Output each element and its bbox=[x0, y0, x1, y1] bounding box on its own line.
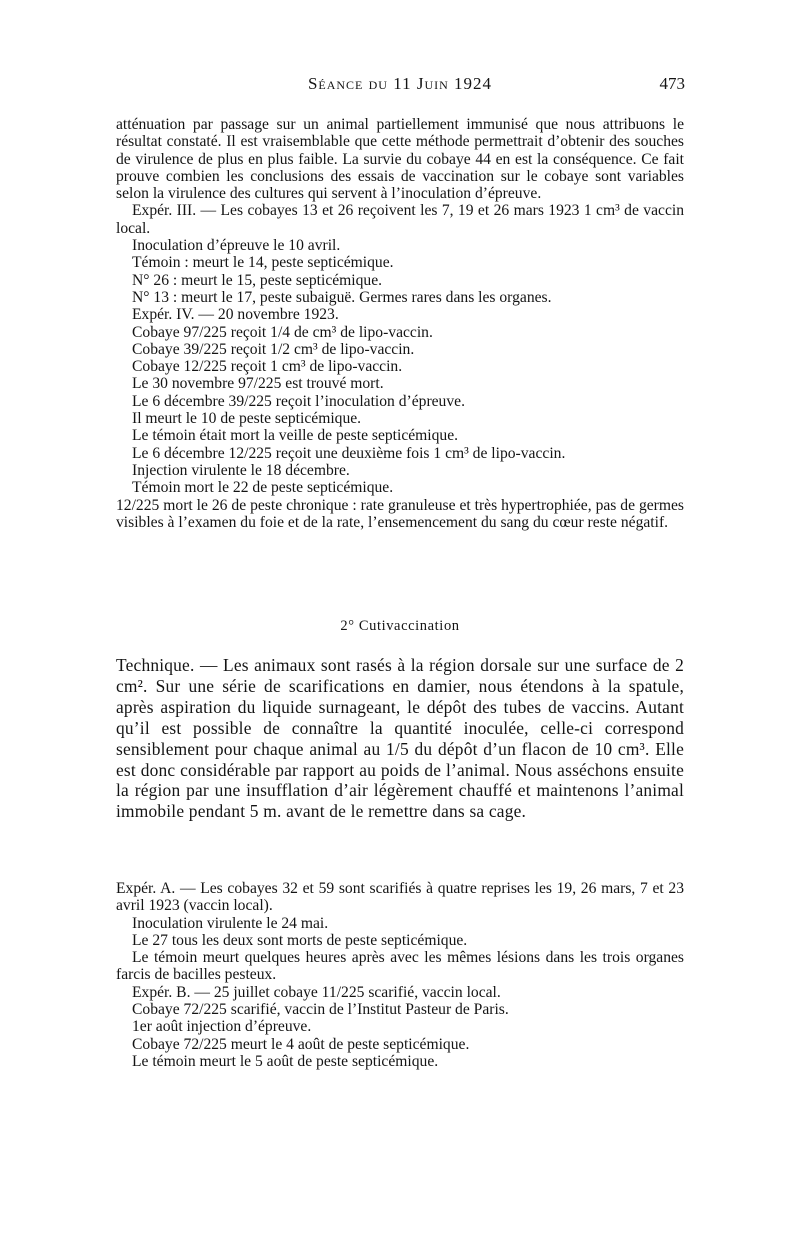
paragraph: N° 13 : meurt le 17, peste subaiguë. Germes rares dans les organes. bbox=[132, 288, 552, 306]
paragraph: Expér. A. — Les cobayes 32 et 59 sont scarifiés à quatre reprises les 19, 26 mars, 7 et 23 avril 1923 (vaccin local). bbox=[116, 880, 684, 915]
section-heading: 2° Cutivaccination bbox=[340, 618, 460, 634]
paragraph: Le témoin meurt le 5 août de peste septicémique. bbox=[132, 1052, 439, 1070]
paragraph: 12/225 mort le 26 de peste chronique : rate granuleuse et très hypertrophiée, pas de germes visibles à l’examen du foie et de la rate, l’ensemencement du sang du cœur reste négatif. bbox=[116, 496, 684, 531]
paragraph: N° 26 : meurt le 15, peste septicémique. bbox=[132, 271, 383, 289]
running-title: Séance du 11 Juin 1924 bbox=[307, 74, 493, 93]
paragraph: Cobaye 39/225 reçoit 1/2 cm³ de lipo-vaccin. bbox=[132, 340, 415, 358]
paragraph: atténuation par passage sur un animal partiellement immunisé que nous attribuons le résultat constaté. Il est vraisemblable que cette méthode permettrait d’obtenir des souches de virulence de plus en plus faible. La survie du cobaye 44 en est la conséquence. Ce fait prouve combien les conclusions des essais de vaccination sur le cobaye sont variables selon la virulence des cultures qui servent à l’inoculation d’épreuve. bbox=[116, 116, 684, 203]
paragraph: 1er août injection d’épreuve. bbox=[132, 1018, 312, 1036]
paragraph: Injection virulente le 18 décembre. bbox=[132, 461, 350, 479]
paragraph: Technique. — Les animaux sont rasés à la région dorsale sur une surface de 2 cm². Sur une série de scarifications en damier, nous étendons à la spatule, après aspiration du liquide surnageant, le dépôt des tubes de vaccins. Autant qu’il est possible de connaître la quantité inoculée, celle-ci correspond sensiblement pour chaque animal au 1/5 du dépôt d’un flacon de 10 cm³. Elle est donc considérable par rapport au poids de l’animal. Nous asséchons ensuite la région par une insufflation d’air légèrement chauffé et maintenons l’animal immobile pendant 5 m. avant de le remettre dans sa cage. bbox=[116, 655, 684, 822]
page-header bbox=[115, 74, 685, 100]
paragraph: Expér. III. — Les cobayes 13 et 26 reçoivent les 7, 19 et 26 mars 1923 1 cm³ de vaccin local. bbox=[116, 202, 684, 237]
paragraph: Le témoin était mort la veille de peste septicémique. bbox=[132, 427, 459, 445]
paragraph: Le 30 novembre 97/225 est trouvé mort. bbox=[132, 375, 384, 393]
paragraph: Le témoin meurt quelques heures après avec les mêmes lésions dans les trois organes farcis de bacilles pesteux. bbox=[116, 949, 684, 984]
paragraph: Le 6 décembre 12/225 reçoit une deuxième fois 1 cm³ de lipo-vaccin. bbox=[132, 444, 566, 462]
paragraph: Cobaye 72/225 scarifié, vaccin de l’Institut Pasteur de Paris. bbox=[132, 1001, 509, 1019]
paragraph: Témoin : meurt le 14, peste septicémique. bbox=[132, 254, 394, 272]
paragraph: Il meurt le 10 de peste septicémique. bbox=[132, 410, 362, 428]
paragraph: Expér. B. — 25 juillet cobaye 11/225 scarifié, vaccin local. bbox=[132, 983, 501, 1001]
paragraph: Inoculation d’épreuve le 10 avril. bbox=[132, 237, 341, 255]
experiment-text-block-2 bbox=[116, 880, 684, 1070]
experiment-text-block bbox=[116, 116, 684, 531]
page-number: 473 bbox=[659, 74, 685, 93]
paragraph: Témoin mort le 22 de peste septicémique. bbox=[132, 479, 394, 497]
paragraph: Cobaye 72/225 meurt le 4 août de peste septicémique. bbox=[132, 1035, 470, 1053]
paragraph: Le 27 tous les deux sont morts de peste septicémique. bbox=[132, 931, 468, 949]
paragraph: Expér. IV. — 20 novembre 1923. bbox=[132, 306, 339, 324]
paragraph: Le 6 décembre 39/225 reçoit l’inoculation d’épreuve. bbox=[132, 392, 465, 410]
technique-paragraph bbox=[116, 655, 684, 822]
paragraph: Cobaye 97/225 reçoit 1/4 de cm³ de lipo-vaccin. bbox=[132, 323, 433, 341]
paragraph: Cobaye 12/225 reçoit 1 cm³ de lipo-vaccin. bbox=[132, 358, 403, 376]
paragraph: Inoculation virulente le 24 mai. bbox=[132, 914, 329, 932]
